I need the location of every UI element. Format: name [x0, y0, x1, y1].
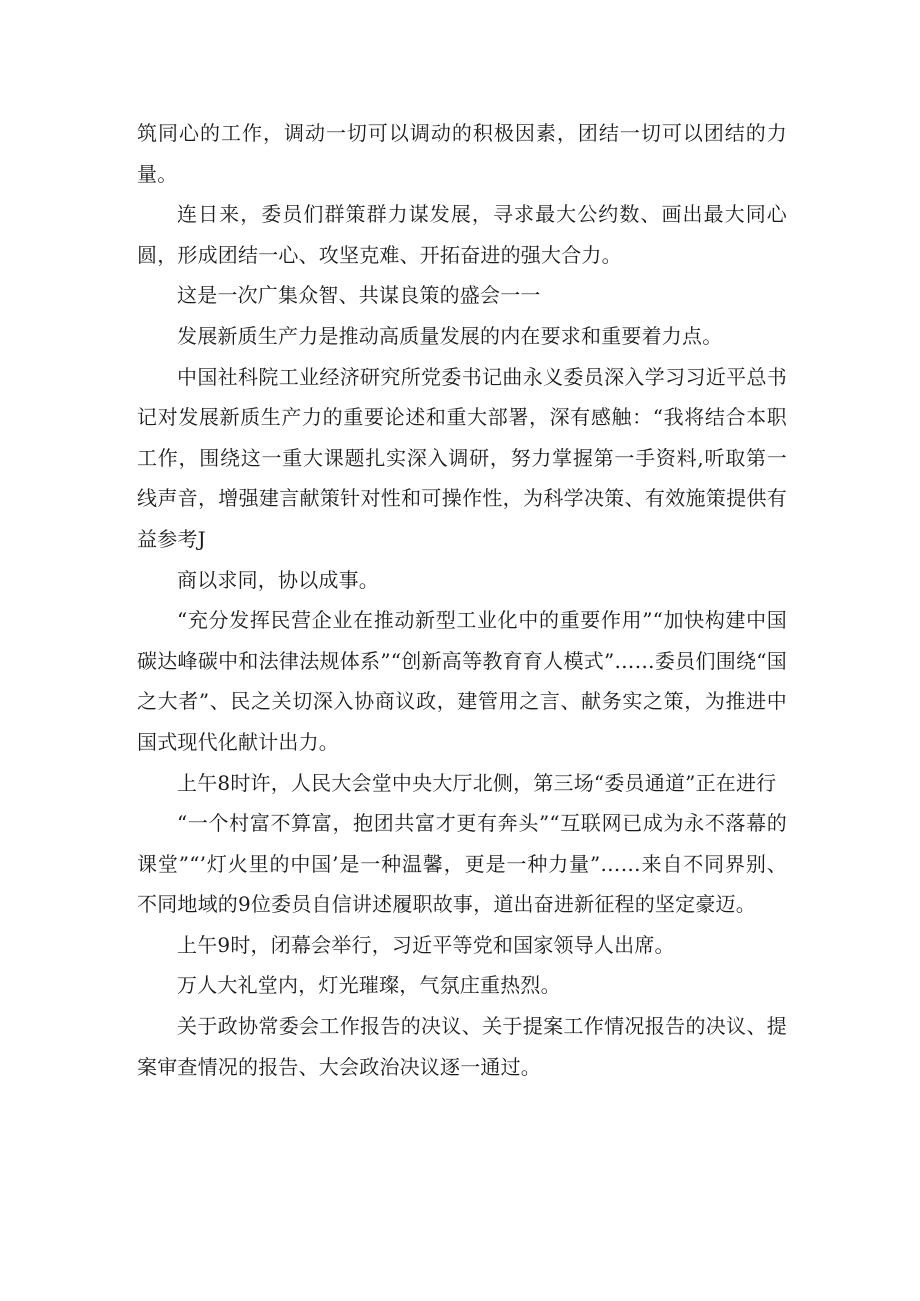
paragraph: 中国社科院工业经济研究所党委书记曲永义委员深入学习习近平总书记对发展新质生产力的重要论述和重大部署，深有感触：“我将结合本职工作，围绕这一重大课题扎实深入调研，努力掌握第一手资料,听取第一线声音，增强建言献策针对性和可操作性，为科学决策、有效施策提供有益参考J — [137, 364, 787, 551]
paragraph: 关于政协常委会工作报告的决议、关于提案工作情况报告的决议、提案审查情况的报告、大会政治决议逐一通过。 — [137, 1014, 787, 1079]
paragraph: 筑同心的工作，调动一切可以调动的积极因素，团结一切可以团结的力量。 — [137, 121, 787, 186]
paragraph: 万人大礼堂内，灯光璀璨，气氛庄重热烈。 — [177, 973, 561, 998]
paragraph: 发展新质生产力是推动高质量发展的内在要求和重要着力点。 — [177, 323, 723, 348]
article-body — [137, 113, 787, 1087]
paragraph: “一个村富不算富，抱团共富才更有奔头”“互联网已成为永不落幕的课堂”“’灯火里的中国’是一种温馨，更是一种力量”……来自不同界别、不同地域的9位委员自信讲述履职故事，道出奋进新征程的坚定豪迈。 — [137, 811, 787, 917]
paragraph: 上午8时许，人民大会堂中央大厅北侧，第三场“委员通道”正在进行 — [177, 770, 777, 795]
paragraph: 这是一次广集众智、共谋良策的盛会一一 — [177, 283, 541, 308]
paragraph: “充分发挥民营企业在推动新型工业化中的重要作用”“加快构建中国碳达峰碳中和法律法规体系”“创新高等教育育人模式”……委员们围绕“国之大者”、民之关切深入协商议政，建管用之言、献务实之策，为推进中国式现代化献计出力。 — [137, 608, 787, 754]
paragraph: 上午9时，闭幕会举行，习近平等党和国家领导人出席。 — [177, 932, 675, 957]
paragraph: 连日来，委员们群策群力谋发展，寻求最大公约数、画出最大同心圆，形成团结一心、攻坚克难、开拓奋进的强大合力。 — [137, 202, 787, 267]
paragraph: 商以求同，协以成事。 — [177, 567, 379, 592]
